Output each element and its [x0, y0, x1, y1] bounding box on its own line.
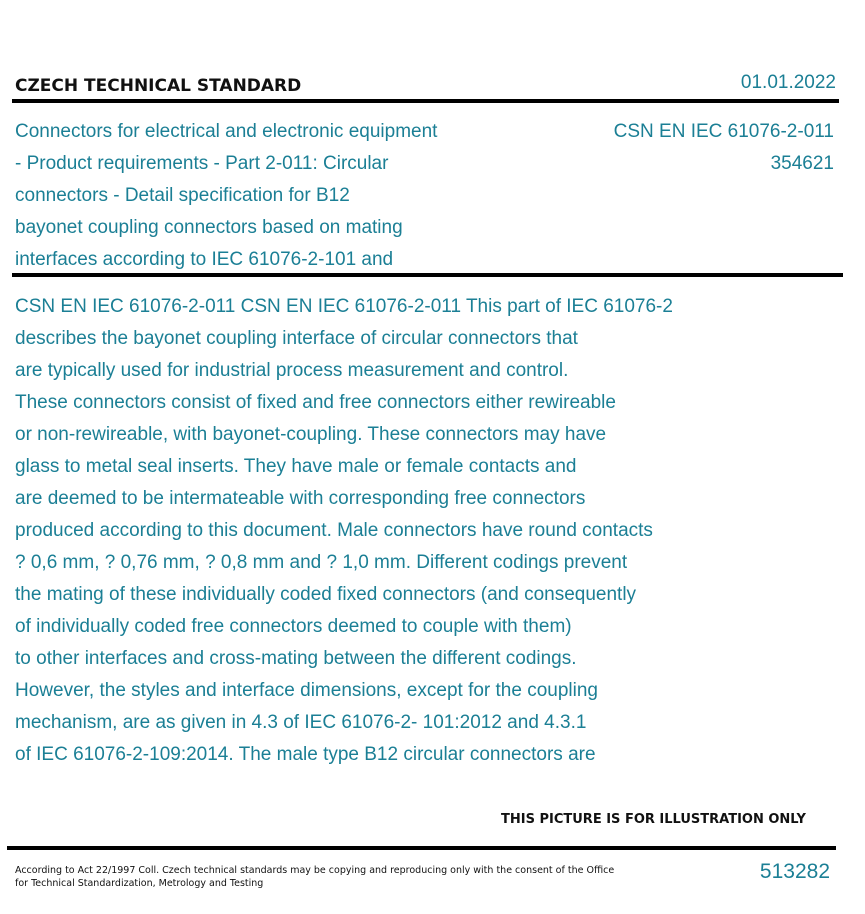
body-line: describes the bayonet coupling interface of circular connectors that — [15, 328, 578, 349]
copyright-note — [15, 864, 615, 890]
footer-divider — [7, 846, 836, 850]
document-title — [15, 116, 515, 276]
body-line: are deemed to be intermateable with corresponding free connectors — [15, 488, 586, 509]
body-line: These connectors consist of fixed and free connectors either rewireable — [15, 392, 616, 413]
body-line: of individually coded free connectors deemed to couple with them) — [15, 616, 572, 637]
body-line: However, the styles and interface dimensions, except for the coupling — [15, 680, 598, 701]
title-line: bayonet coupling connectors based on mating — [15, 217, 403, 238]
copyright-line: According to Act 22/1997 Coll. Czech technical standards may be copying and reproducing only with the consent of the Office — [15, 865, 615, 876]
top-divider — [12, 99, 839, 103]
title-divider — [12, 273, 843, 277]
body-line: to other interfaces and cross-mating between the different codings. — [15, 648, 577, 669]
body-line: or non-rewireable, with bayonet-coupling. These connectors may have — [15, 424, 607, 445]
standard-label: CZECH TECHNICAL STANDARD — [15, 76, 302, 96]
body-line: are typically used for industrial process measurement and control. — [15, 360, 569, 381]
title-line: connectors - Detail specification for B12 — [15, 185, 350, 206]
abstract-text — [15, 291, 835, 771]
copyright-line: for Technical Standardization, Metrology and Testing — [15, 878, 264, 889]
title-line: interfaces according to IEC 61076-2-101 and — [15, 249, 394, 270]
title-line: - Product requirements - Part 2-011: Circular — [15, 153, 389, 174]
illustration-note: THIS PICTURE IS FOR ILLUSTRATION ONLY — [501, 812, 806, 827]
body-line: ? 0,6 mm, ? 0,76 mm, ? 0,8 mm and ? 1,0 mm. Different codings prevent — [15, 552, 628, 573]
standard-identifier — [614, 116, 834, 180]
standard-code: CSN EN IEC 61076-2-011 — [613, 121, 834, 142]
body-line: CSN EN IEC 61076-2-011 CSN EN IEC 61076-2-011 This part of IEC 61076-2 — [15, 296, 673, 317]
body-line: the mating of these individually coded fixed connectors (and consequently — [15, 584, 637, 605]
standard-number: 354621 — [770, 153, 834, 174]
body-line: mechanism, are as given in 4.3 of IEC 61076-2- 101:2012 and 4.3.1 — [15, 712, 587, 733]
footer-code: 513282 — [759, 860, 830, 883]
body-line: produced according to this document. Male connectors have round contacts — [15, 520, 653, 541]
title-line: Connectors for electrical and electronic equipment — [15, 121, 438, 142]
issue-date: 01.01.2022 — [740, 72, 836, 93]
body-line: of IEC 61076-2-109:2014. The male type B12 circular connectors are — [15, 744, 596, 765]
body-line: glass to metal seal inserts. They have male or female contacts and — [15, 456, 577, 477]
